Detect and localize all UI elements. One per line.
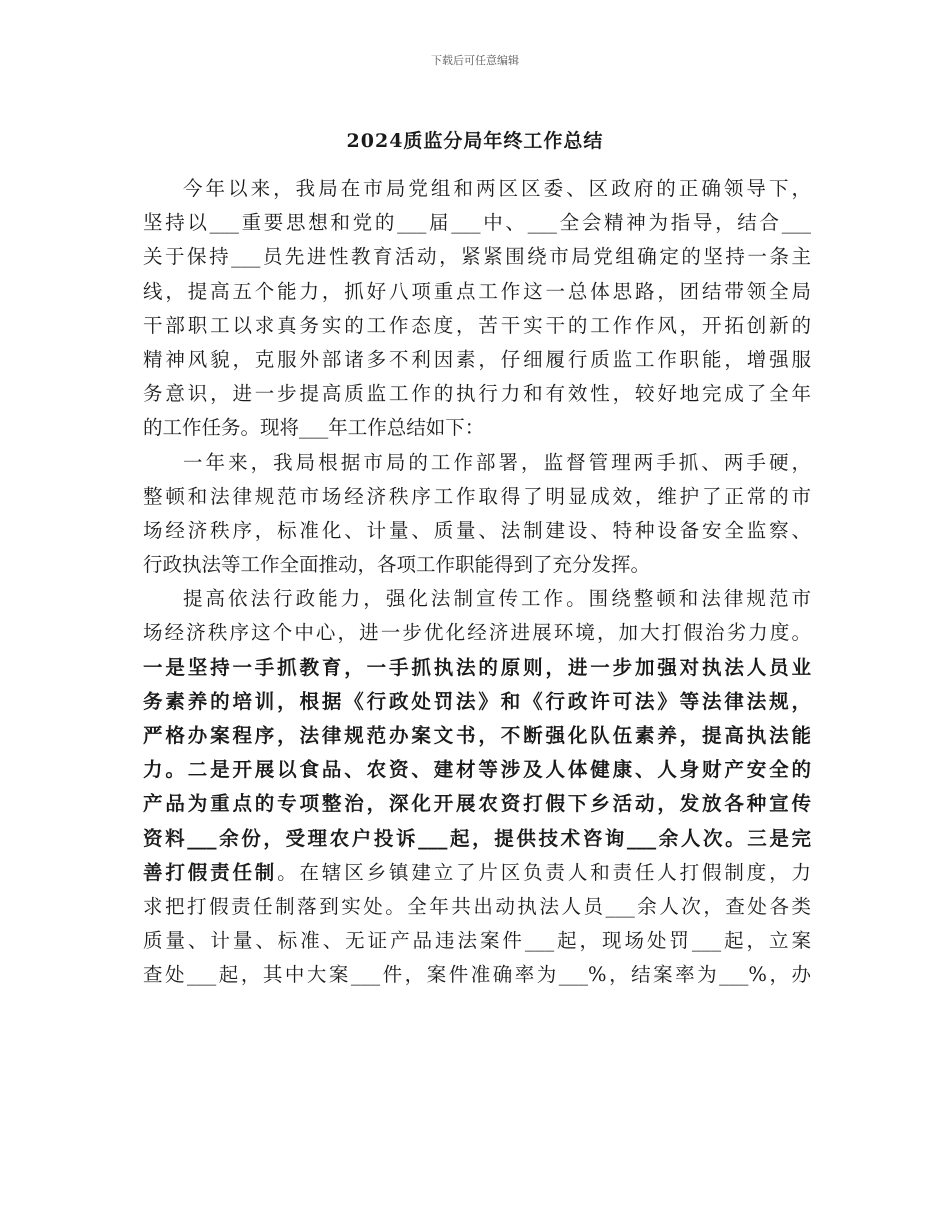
body-line: 查处___起，其中大案___件，案件准确率为___%，结案率为___%，办 [143,963,811,987]
body-line: 务素养的培训，根据《行政处罚法》和《行政许可法》等法律法规， [143,689,811,713]
body-line: 干部职工以求真务实的工作态度，苦干实干的工作作风，开拓创新的 [143,313,811,337]
body-line-text: 。在辖区乡镇建立了片区负责人和责任人打假制度，力 [277,860,811,884]
body-line: 提高依法行政能力，强化法制宣传工作。围绕整顿和法律规范市 [183,587,811,611]
body-line: 资料___余份，受理农户投诉___起，提供技术咨询___余人次。三是完 [143,826,811,850]
body-line: 求把打假责任制落到实处。全年共出动执法人员___余人次，查处各类 [143,894,811,918]
body-line: 行政执法等工作全面推动，各项工作职能得到了充分发挥。 [143,553,651,577]
body-line: 线，提高五个能力，抓好八项重点工作这一总体思路，团结带领全局 [143,279,811,303]
body-line: 产品为重点的专项整治，深化开展农资打假下乡活动，发放各种宣传 [143,792,811,816]
body-line-bold-part: 善打假责任制 [143,860,278,884]
document-body [143,172,811,993]
body-line: 场经济秩序，标准化、计量、质量、法制建设、特种设备安全监察、 [143,518,811,542]
body-line: 务意识，进一步提高质监工作的执行力和有效性，较好地完成了全年 [143,382,811,406]
body-line: 今年以来，我局在市局党组和两区区委、区政府的正确领导下， [183,177,811,200]
body-line: 一是坚持一手抓教育，一手抓执法的原则，进一步加强对执法人员业 [143,655,811,679]
body-line: 的工作任务。现将___年工作总结如下： [143,416,485,440]
body-line: 关于保持___员先进性教育活动，紧紧围绕市局党组确定的坚持一条主 [143,245,811,269]
body-line: 严格办案程序，法律规范办案文书，不断强化队伍素养，提高执法能 [143,724,811,747]
body-line: 质量、计量、标准、无证产品违法案件___起，现场处罚___起，立案 [143,929,811,953]
body-line: 力。二是开展以食品、农资、建材等涉及人体健康、人身财产安全的 [143,758,811,782]
page-header-note: 下载后可任意编辑 [431,54,519,67]
body-line [143,856,811,890]
body-line: 坚持以___重要思想和党的___届___中、___全会精神为指导，结合___ [143,211,811,235]
body-line: 一年来，我局根据市局的工作部署，监督管理两手抓、两手硬， [183,450,811,474]
body-line: 精神风貌，克服外部诸多不利因素，仔细履行质监工作职能，增强服 [143,347,811,371]
document-title: 2024质监分局年终工作总结 [346,130,604,152]
body-line: 整顿和法律规范市场经济秩序工作取得了明显成效，维护了正常的市 [143,484,811,508]
body-line: 场经济秩序这个中心，进一步优化经济进展环境，加大打假治劣力度。 [143,621,811,645]
